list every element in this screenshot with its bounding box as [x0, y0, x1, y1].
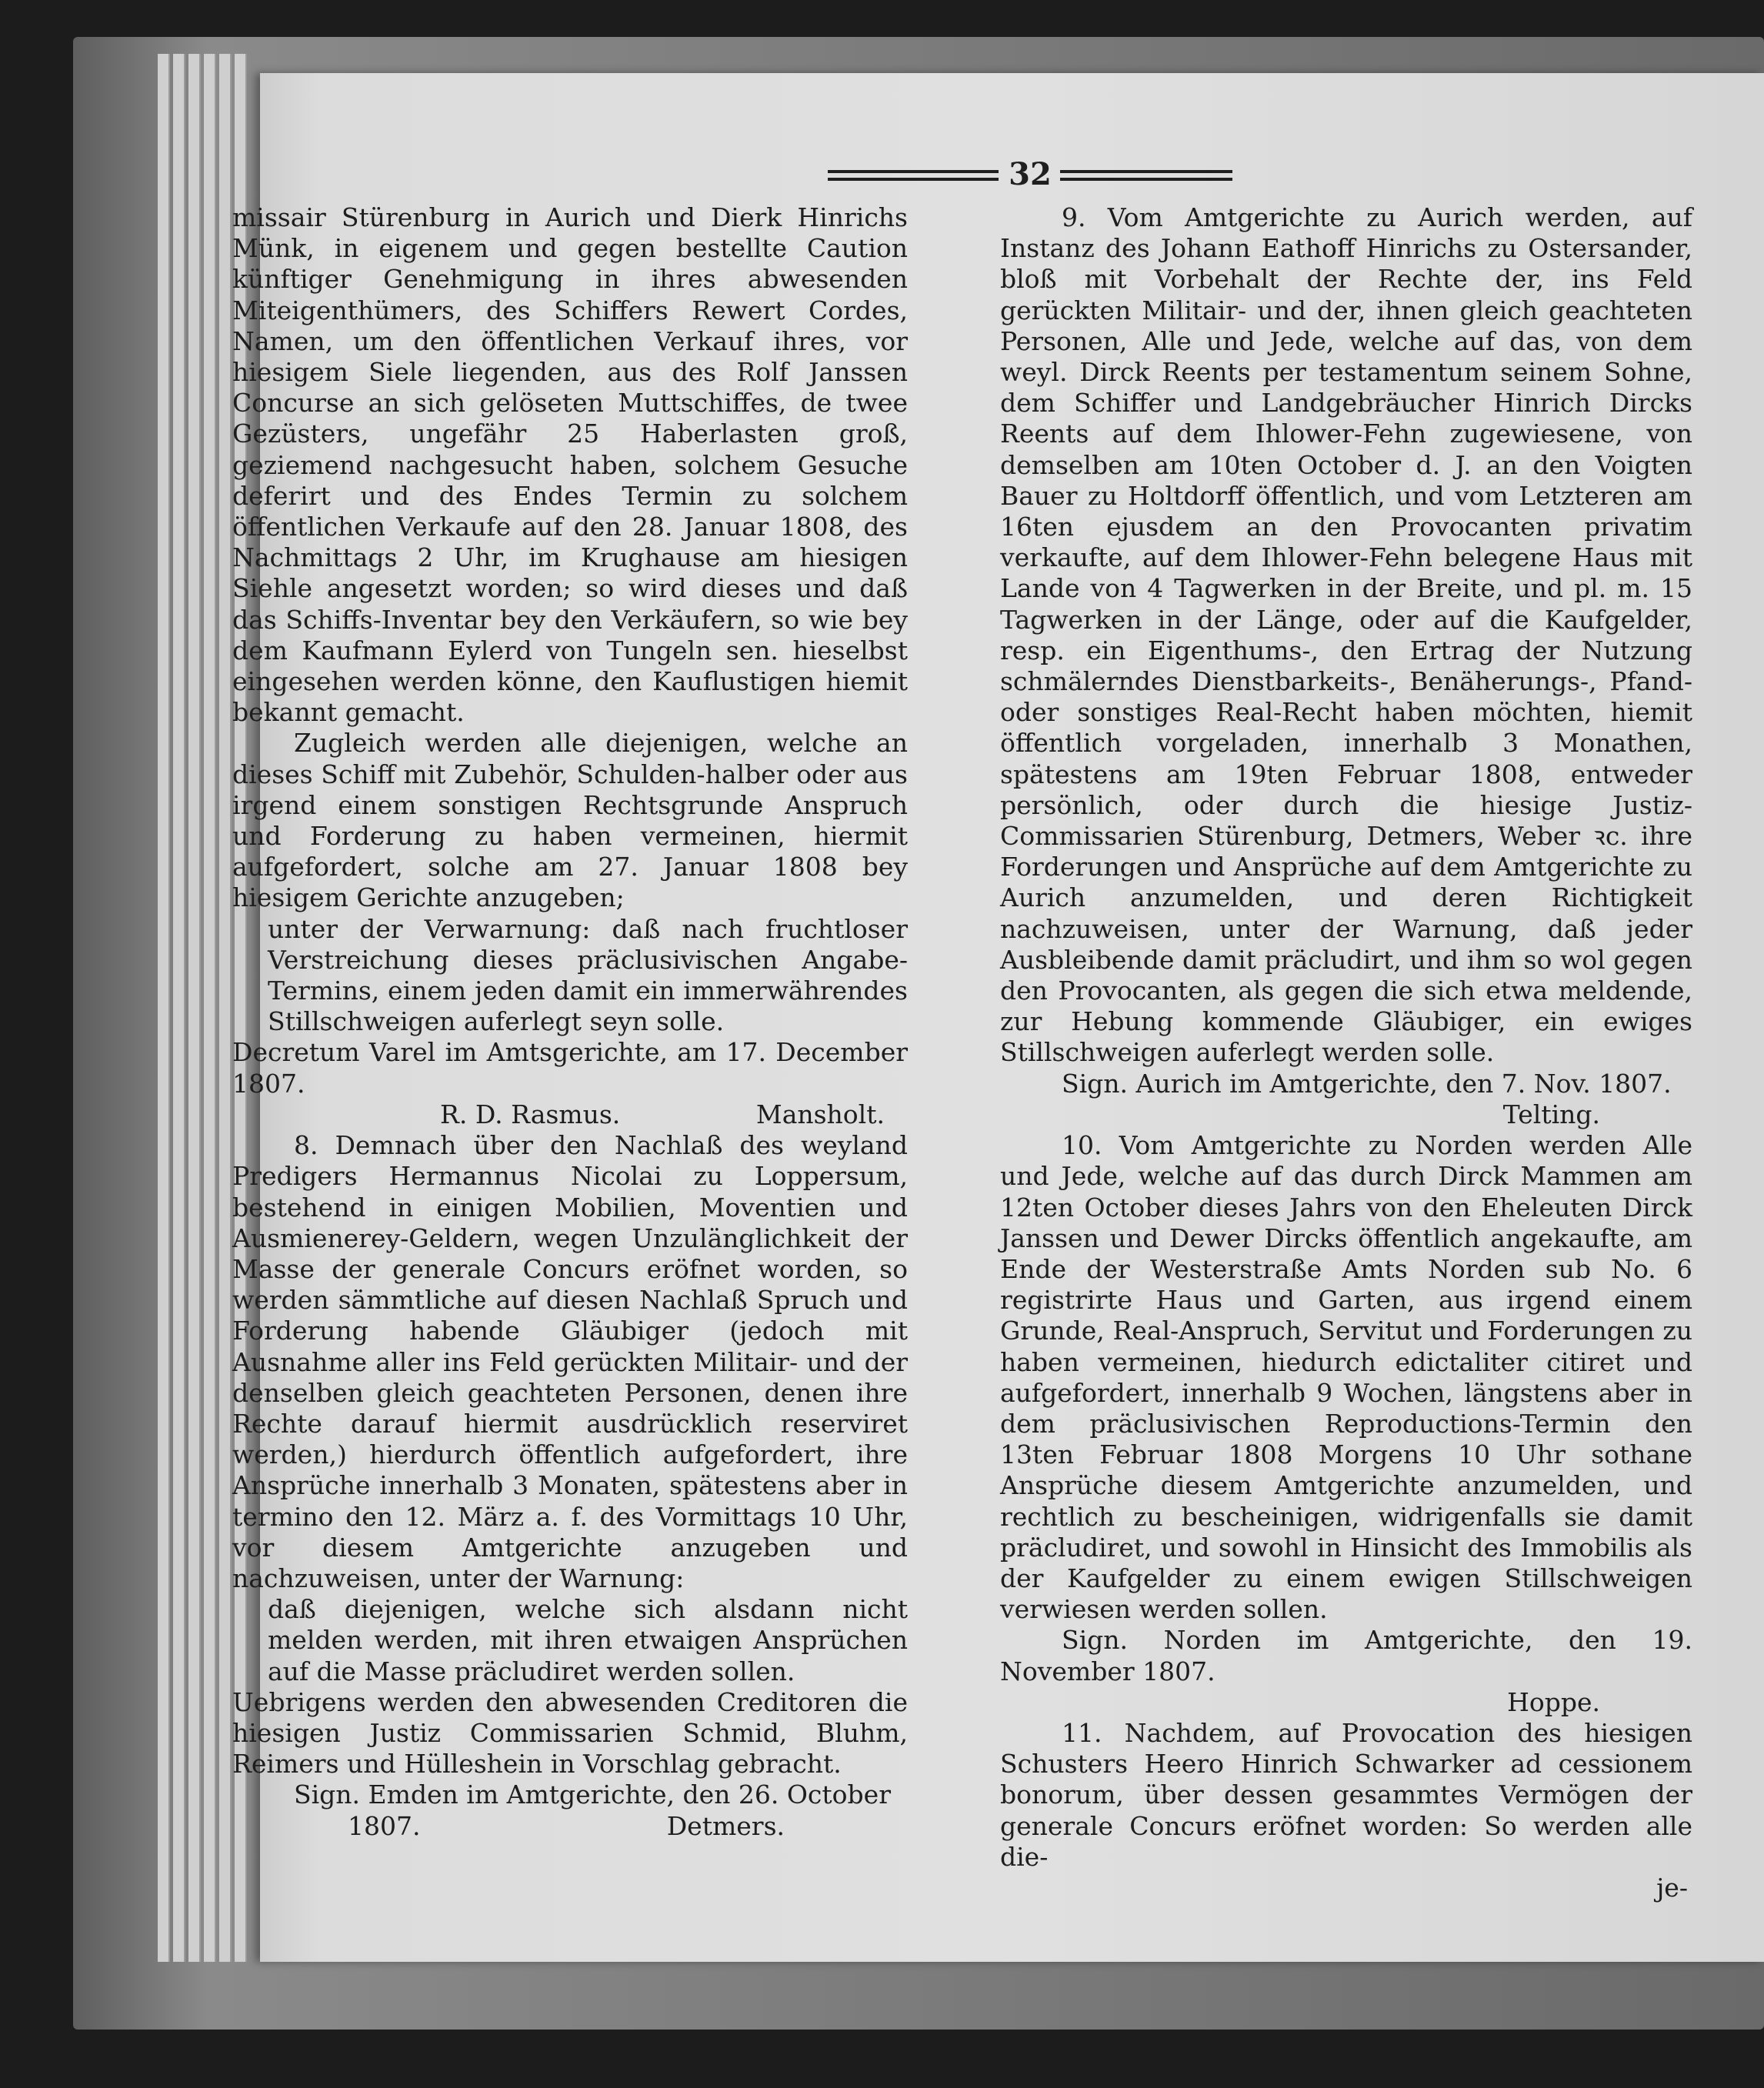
signature-name: R. D. Rasmus.: [440, 1099, 621, 1129]
signature-name: Hoppe.: [1507, 1686, 1600, 1717]
page-number: 32: [1009, 156, 1052, 192]
signature-name: Detmers.: [666, 1810, 785, 1841]
printed-page: [232, 73, 1764, 1962]
paragraph: 10. Vom Amtgerichte zu Norden werden Alle und Jede, welche auf das durch Dirck Mammen am 12ten October dieses Jahrs von den Eheleuten Dirck Janssen und Dewer Dircks öffentlich angekaufte, am Ende der Westerstraße Amts Norden sub No. 6 registrirte Haus und Garten, aus irgend einem Grunde, Real-Anspruch, Servitut und Forderungen zu haben vermeinen, hiedurch edictaliter citiret und aufgefordert, innerhalb 9 Wochen, längstens aber in dem präclusivischen Reproductions-Termin den 13ten Februar 1808 Morgens 10 Uhr sothane Ansprüche diesem Amtgerichte anzumelden, und rechtlich zu bescheinigen, widrigenfalls sie damit präcludiret, und sowohl in Hinsicht des Immobilis als der Kaufgelder zu einem ewigen Stillschweigen verwiesen werden sollen.: [1000, 1130, 1692, 1625]
signature-name: Telting.: [1502, 1099, 1600, 1129]
page-header: [260, 156, 1764, 195]
sign-line: Sign. Norden im Amtgerichte, den 19. November 1807.: [1000, 1625, 1692, 1686]
page-edge: [158, 54, 170, 1962]
warning-clause: unter der Verwarnung: daß nach fruchtloser Verstreichung dieses präclusivischen Angabe-Termins, einem jeden damit ein immerwährendes Stillschweigen auferlegt seyn solle.: [268, 913, 908, 1037]
paragraph: Zugleich werden alle diejenigen, welche an dieses Schiff mit Zubehör, Schulden-halber oder aus irgend einem sonstigen Rechtsgrunde Anspruch und Forderung zu haben vermeinen, hiermit aufgefordert, solche am 27. Januar 1808 bey hiesigem Gerichte anzugeben;: [232, 728, 908, 913]
page-edge: [173, 54, 185, 1962]
signature-year: 1807.: [348, 1810, 421, 1841]
paragraph: 8. Demnach über den Nachlaß des weyland Predigers Hermannus Nicolai zu Loppersum, bestehend in einigen Mobilien, Moventien und Ausmienerey-Geldern, wegen Unzulänglichkeit der Masse der generale Concurs eröfnet worden, so werden sämmtliche auf diesen Nachlaß Spruch und Forderung habende Gläubiger (jedoch mit Ausnahme aller ins Feld gerückten Militair- und der denselben gleich geachteten Personen, denen ihre Rechte darauf hiermit ausdrücklich reserviret werden,) hierdurch öffentlich aufgefordert, ihre Ansprüche innerhalb 3 Monaten, spätestens aber in termino den 12. März a. f. des Vormittags 10 Uhr, vor diesem Amtgerichte anzugeben und nachzuweisen, unter der Warnung:: [232, 1130, 908, 1593]
decretum-line: Decretum Varel im Amtsgerichte, am 17. December 1807.: [232, 1037, 908, 1099]
warning-clause: daß diejenigen, welche sich alsdann nicht melden werden, mit ihren etwaigen Ansprüchen auf die Masse präcludiret werden sollen.: [268, 1594, 908, 1686]
paragraph: missair Stürenburg in Aurich und Dierk Hinrichs Münk, in eigenem und gegen bestellte Caution künftiger Genehmigung in ihres abwesenden Miteigenthümers, des Schiffers Rewert Cordes, Namen, um den öffentlichen Verkauf ihres, vor hiesigem Siele liegenden, aus des Rolf Janssen Concurse an sich gelöseten Muttschiffes, de twee Gezüsters, ungefähr 25 Haberlasten groß, geziemend nachgesucht haben, solchem Gesuche deferirt und des Endes Termin zu solchem öffentlichen Verkaufe auf den 28. Januar 1808, des Nachmittags 2 Uhr, im Krughause am hiesigen Siehle angesetzt worden; so wird dieses und daß das Schiffs-Inventar bey den Verkäufern, so wie bey dem Kaufmann Eylerd von Tungeln sen. hieselbst eingesehen werden könne, den Kauflustigen hiemit bekannt gemacht.: [232, 202, 908, 728]
right-column: [1000, 202, 1692, 1903]
page-edge: [219, 54, 232, 1962]
catchword: je-: [1656, 1872, 1688, 1903]
sign-line: Sign. Emden im Amtgerichte, den 26. October: [294, 1779, 891, 1810]
signature-line: [232, 1811, 908, 1842]
left-column: [232, 202, 908, 1842]
page-edge: [204, 54, 216, 1962]
sign-line: Sign. Aurich im Amtgerichte, den 7. Nov. 1807.: [1062, 1068, 1672, 1099]
signature-name: Mansholt.: [755, 1099, 885, 1129]
header-rule-left: [828, 170, 999, 181]
paragraph: Uebrigens werden den abwesenden Creditoren die hiesigen Justiz Commissarien Schmid, Bluhm, Reimers und Hülleshein in Vorschlag gebracht.: [232, 1686, 908, 1779]
header-rule-right: [1060, 170, 1232, 181]
paragraph: 11. Nachdem, auf Provocation des hiesigen Schusters Heero Hinrich Schwarker ad cessionem bonorum, über dessen gesammtes Vermögen der generale Concurs eröfnet worden: So werden alle die-: [1000, 1717, 1692, 1872]
signature-line: [232, 1099, 908, 1130]
page-edge: [188, 54, 201, 1962]
paragraph: 9. Vom Amtgerichte zu Aurich werden, auf Instanz des Johann Eathoff Hinrichs zu Ostersander, bloß mit Vorbehalt der Rechte der, ins Feld gerückten Militair- und der, ihnen gleich geachteten Personen, Alle und Jede, welche auf das, von dem weyl. Dirck Reents per testamentum seinem Sohne, dem Schiffer und Landgebräucher Hinrich Dircks Reents auf dem Ihlower-Fehn zugewiesene, von demselben am 10ten October d. J. an den Voigten Bauer zu Holtdorff öffentlich, und vom Letzteren am 16ten ejusdem an den Provocanten privatim verkaufte, auf dem Ihlower-Fehn belegene Haus mit Lande von 4 Tagwerken in der Breite, und pl. m. 15 Tagwerken in der Länge, oder auf die Kaufgelder, resp. ein Eigenthums-, den Ertrag der Nutzung schmälerndes Dienstbarkeits-, Benäherungs-, Pfand- oder sonstiges Real-Recht haben möchten, hiemit öffentlich vorgeladen, innerhalb 3 Monathen, spätestens am 19ten Februar 1808, entweder persönlich, oder durch die hiesige Justiz-Commissarien Stürenburg, Detmers, Weber ꝛc. ihre Forderungen und Ansprüche auf dem Amtgerichte zu Aurich anzumelden, und deren Richtigkeit nachzuweisen, unter der Warnung, daß jeder Ausbleibende damit präcludirt, und ihm so wol gegen den Provocanten, als gegen die sich etwa meldende, zur Hebung kommende Gläubiger, ein ewiges Stillschweigen auferlegt werden solle.: [1000, 202, 1692, 1068]
